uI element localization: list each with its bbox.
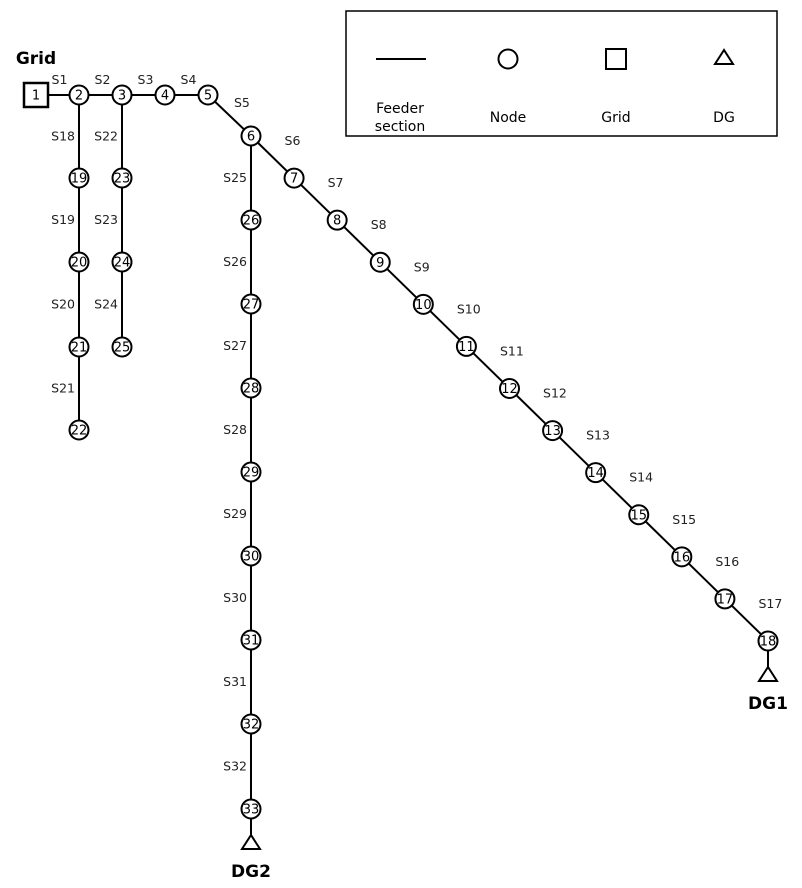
node-19-label: 19: [70, 171, 88, 187]
node-31-label: 31: [242, 633, 260, 649]
node-18-label: 18: [759, 634, 777, 650]
node-33-label: 33: [242, 802, 260, 818]
section-label-s1: S1: [51, 72, 68, 87]
section-label-s13: S13: [586, 427, 610, 443]
legend: [346, 11, 777, 136]
node-9-label: 9: [376, 255, 385, 271]
section-label-s12: S12: [543, 385, 567, 401]
node-21-label: 21: [70, 340, 88, 356]
section-label-s3: S3: [137, 72, 154, 87]
node-8-label: 8: [333, 213, 342, 229]
node-17-label: 17: [716, 592, 734, 608]
node-30-label: 30: [242, 549, 260, 565]
legend-grid-square-icon: [606, 49, 626, 69]
node-25-label: 25: [113, 340, 131, 356]
section-label-s16: S16: [715, 553, 740, 569]
dg-units: [242, 651, 777, 850]
section-label-s17: S17: [758, 595, 783, 611]
feeder-sections: [36, 95, 768, 809]
section-label-s11: S11: [499, 343, 524, 359]
section-label-s20: S20: [51, 296, 75, 312]
dg2-triangle-icon: [242, 835, 260, 849]
node-26-label: 26: [242, 213, 260, 229]
node-29-label: 29: [242, 465, 260, 481]
node-16-label: 16: [673, 550, 691, 566]
section-label-s8: S8: [370, 217, 387, 233]
node-5-label: 5: [203, 88, 213, 104]
section-label-s21: S21: [51, 380, 75, 396]
node-4-label: 4: [160, 88, 170, 104]
node-23-label: 23: [113, 171, 131, 187]
section-label-s31: S31: [223, 674, 247, 689]
section-label-s29: S29: [223, 506, 247, 521]
node-28-label: 28: [242, 381, 260, 397]
section-label-s30: S30: [223, 590, 247, 605]
grid-label: Grid: [15, 49, 57, 69]
dg1-triangle-icon: [759, 667, 777, 681]
node-10-label: 10: [415, 297, 432, 313]
section-label-s2: S2: [94, 72, 111, 87]
section-label-s25: S25: [223, 170, 247, 185]
node-14-label: 14: [587, 466, 604, 482]
legend-feeder-label-line1: Feeder: [376, 101, 424, 117]
section-label-s9: S9: [413, 259, 430, 275]
section-label-s23: S23: [94, 212, 118, 227]
node-22-label: 22: [70, 423, 88, 439]
legend-dg-label: DG: [713, 110, 735, 126]
node-1-label: 1: [31, 88, 41, 104]
section-label-s26: S26: [223, 254, 247, 269]
node-15-label: 15: [630, 508, 648, 524]
node-32-label: 32: [242, 717, 260, 733]
network-nodes: [24, 83, 778, 819]
legend-node-label: Node: [489, 110, 527, 126]
section-label-s15: S15: [672, 511, 697, 527]
legend-feeder-label-line2: section: [374, 119, 426, 135]
node-3-label: 3: [117, 88, 127, 104]
node-7-label: 7: [289, 171, 299, 187]
section-label-s22: S22: [94, 128, 118, 144]
node-20-label: 20: [70, 255, 88, 271]
section-label-s6: S6: [284, 133, 301, 149]
section-label-s10: S10: [456, 301, 481, 317]
section-label-s5: S5: [234, 95, 250, 110]
node-27-label: 27: [242, 297, 260, 313]
section-label-s7: S7: [327, 175, 344, 191]
section-label-s24: S24: [94, 296, 118, 312]
dg1-label: DG1: [748, 694, 788, 714]
node-6-label: 6: [246, 129, 256, 145]
node-2-label: 2: [74, 88, 84, 104]
node-11-label: 11: [458, 339, 475, 355]
section-label-s19: S19: [51, 212, 75, 227]
section-label-s27: S27: [223, 338, 247, 353]
node-12-label: 12: [501, 382, 518, 397]
legend-node-circle-icon: [499, 50, 518, 69]
node-24-label: 24: [113, 255, 131, 271]
dg2-label: DG2: [231, 862, 271, 882]
section-labels: [51, 72, 782, 774]
section-label-s28: S28: [223, 422, 247, 437]
node-13-label: 13: [544, 424, 561, 440]
section-label-s4: S4: [180, 72, 197, 87]
section-label-s32: S32: [223, 758, 247, 774]
legend-grid-label: Grid: [601, 110, 631, 126]
section-label-s18: S18: [51, 128, 75, 144]
section-label-s14: S14: [629, 469, 654, 485]
